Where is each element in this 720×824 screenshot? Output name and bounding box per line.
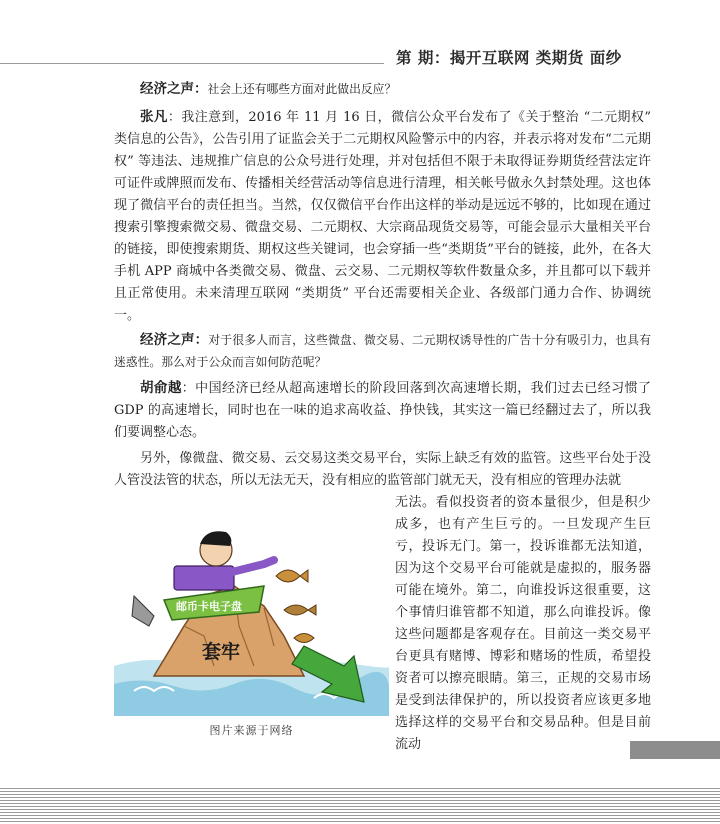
page-edge-tab	[630, 741, 720, 759]
question-2	[114, 329, 651, 373]
answer-huyuyue	[114, 377, 651, 444]
answer-zhangfan	[114, 106, 651, 327]
footer-stripes	[0, 788, 720, 824]
body-text: 无法。看似投资者的资本量很少，但是积少成多，也有产生巨亏的。一旦发现产生巨亏，投诉无门。第一，投诉谁都无法知道，因为这个交易平台可能就是虚拟的，服务器可能在境外。第二，向谁投诉这很重要，这个事情归谁管都不知道，那么向谁投诉。像这些问题都是客观存在。目前这一类交易平台更具有赌博、博彩和赌场的性质，希望投资者可以擦亮眼睛。第三，正规的交易市场是受到法律保护的，所以投资者应该更多地选择这样的交易平台和交易品种。但是目前流动	[395, 495, 651, 752]
header-rule	[0, 63, 384, 64]
answer-text: ：中国经济已经从超高速增长的阶段回落到次高速增长期，我们过去已经习惯了 GDP 的高速增长，同时也在一味的追求高收益、挣快钱，其实这一篇已经翻过去了，所以我们要调整心态。	[114, 381, 651, 440]
question-text: 社会上还有哪些方面对此做出反应？	[207, 82, 397, 96]
figure-caption: 图片来源于网络	[209, 724, 294, 737]
body-text: 另外，像微盘、微交易、云交易这类交易平台，实际上缺乏有效的监管。这些平台处于没人管没法管的状态，所以无法无天，没有相应的监管部门就无天，没有相应的管理办法就	[114, 451, 651, 488]
header-title: 第 期：揭开互联网 类期货 面纱	[396, 49, 622, 67]
question-text: 对于很多人而言，这些微盘、微交易、二元期权诱导性的广告十分有吸引力，也具有迷惑性。那么对于公众而言如何防范呢？	[114, 333, 651, 369]
question-1	[114, 78, 651, 100]
man-shirt	[174, 566, 234, 590]
running-header	[0, 38, 720, 68]
speaker-label: 胡俞越	[140, 380, 182, 396]
speaker-label: 经济之声：	[140, 81, 208, 97]
sign-label: 邮币卡电子盘	[176, 600, 242, 613]
speaker-label: 张凡	[140, 109, 168, 125]
body-paragraph	[114, 448, 651, 492]
rock-label: 套牢	[202, 641, 241, 663]
answer-text: ：我注意到，2016 年 11 月 16 日，微信公众平台发布了《关于整治 “二元期权” 类信息的公告》，公告引用了证监会关于二元期权风险警示中的内容，并表示将对发布“二元期权” 等违法、违规推广信息的公众号进行处理，并对包括但不限于未取得证券期货经营法定许可证件或牌照而发布、传播相关经营活动等信息进行清理，相关帐号做永久封禁处理。这也体现了微信平台的责任担当。当然，仅仅微信平台作出这样的举动是远远不够的，比如现在通过搜索引擎搜索微交易、微盘交易、二元期权、大宗商品现货交易等，可能会显示大量相关平台的链接，即使搜索期货、期权这些关键词，也会穿插一些“类期货”平台的链接，此外，在各大手机 APP 商城中各类微交易、微盘、云交易、二元期权等软件数量众多，并且都可以下载并且正常使用。未来清理互联网 “类期货” 平台还需要相关企业、各级部门通力合作、协调统一。	[114, 110, 651, 323]
speaker-label: 经济之声：	[140, 332, 209, 348]
body-paragraph-column	[395, 492, 651, 756]
cartoon-svg	[114, 516, 389, 716]
cartoon-illustration	[114, 516, 389, 716]
